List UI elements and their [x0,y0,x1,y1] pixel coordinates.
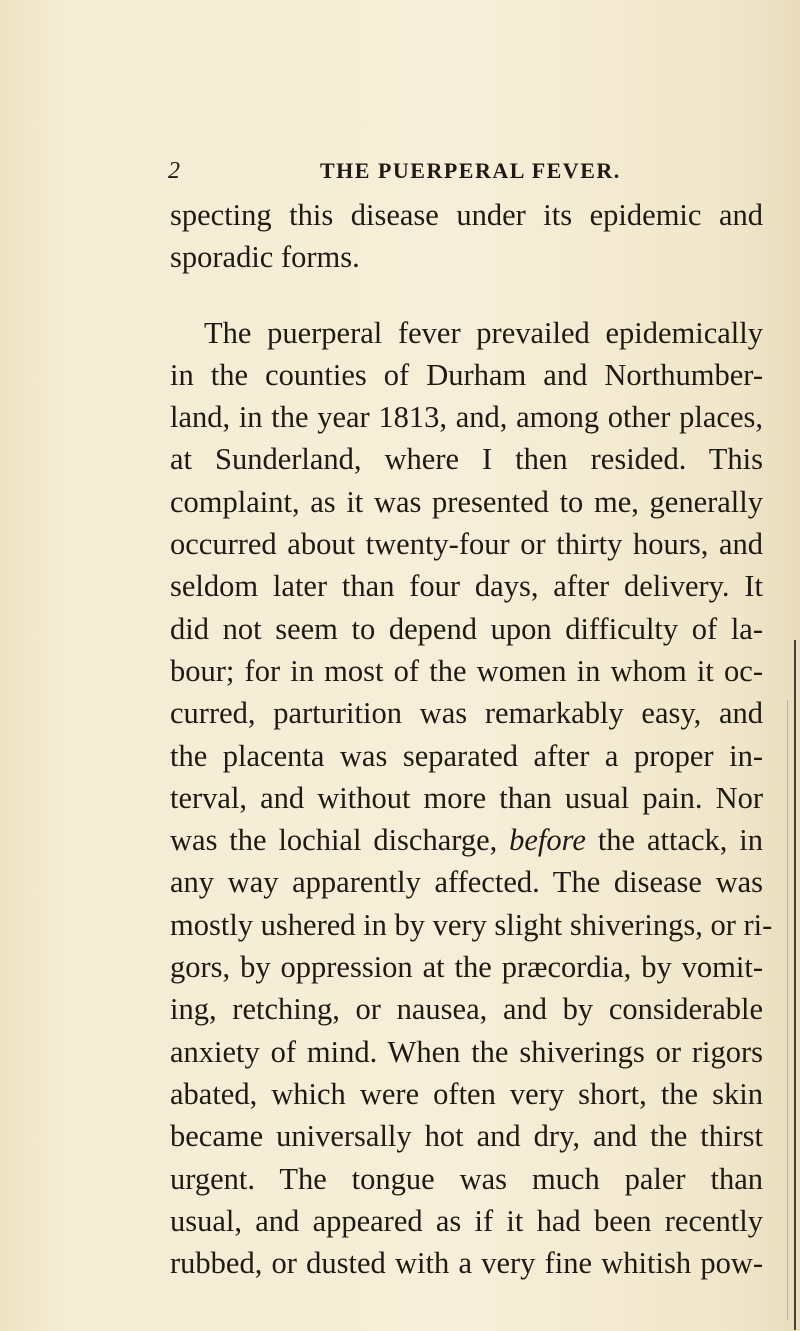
body-text [170,194,773,1284]
page-header [168,158,768,192]
text-line: ing, retching, or nausea, and by considerable [170,992,763,1027]
text-line: occurred about twenty-four or thirty hours, and [170,527,763,562]
text-line: sporadic forms. [170,240,360,275]
text-line: specting this disease under its epidemic and [170,198,763,232]
text-line: mostly ushered in by very slight shiverings, or ri- [170,907,773,942]
text-line: became universally hot and dry, and the thirst [170,1119,763,1154]
text-line: the placenta was separated after a proper in- [170,738,763,773]
text-line: curred, parturition was remarkably easy, and [170,696,763,731]
text-line: rubbed, or dusted with a very fine whitish pow- [170,1246,763,1281]
text-line: usual, and appeared as if it had been recently [170,1203,763,1238]
text-line: gors, by oppression at the præcordia, by vomit- [170,950,763,985]
italic-word: before [509,823,586,858]
paragraph-gap [170,279,763,312]
text-line: urgent. The tongue was much paler than [170,1161,763,1196]
text-line: bour; for in most of the women in whom it oc- [170,653,763,688]
text-line: abated, which were often very short, the skin [170,1076,763,1111]
running-head: THE PUERPERAL FEVER. [320,158,621,183]
text-line-with-italic [170,819,763,861]
text-line: The puerperal fever prevailed epidemically [204,315,763,350]
text-line: did not seem to depend upon difficulty of la- [170,611,763,646]
text-line: at Sunderland, where I then resided. This [170,442,763,477]
text-line: in the counties of Durham and Northumber- [170,357,763,392]
text-line: terval, and without more than usual pain. Nor [170,780,763,815]
page-number: 2 [168,158,182,184]
text-line: land, in the year 1813, and, among other places, [170,400,763,435]
text-line: seldom later than four days, after delivery. It [170,569,763,604]
page-edge-shadow [794,640,796,1330]
text-line: complaint, as it was presented to me, generally [170,484,763,519]
page-edge-shadow-faint [787,700,788,1320]
text-line: any way apparently affected. The disease was [170,865,763,900]
text-segment: was the lochial discharge, [170,823,510,858]
text-line: anxiety of mind. When the shiverings or rigors [170,1034,763,1069]
text-segment: the attack, in [585,823,763,858]
